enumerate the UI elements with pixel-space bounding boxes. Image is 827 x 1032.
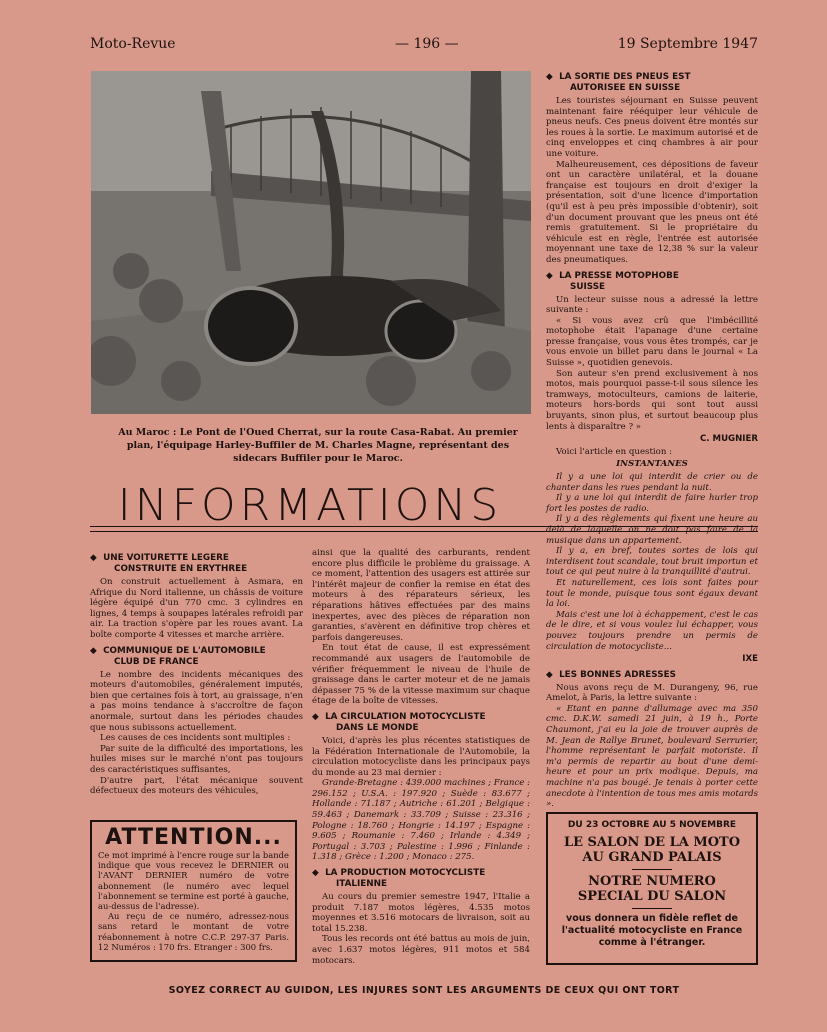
column-1	[90, 548, 303, 797]
paragraph: ainsi que la qualité des carburants, rendent encore plus difficile le problème du graissage. A ce moment, l'attention des usagers est attirée sur l'intérêt majeur de confier la remise en état des moteurs à des réparateurs sérieux, les réparations hâtives effectuées par des mains inexpertes, avec des pièces de réparation non garanties, s'avèrent en définitive trop chères et parfois dangereuses.	[312, 548, 530, 643]
running-header-left: Moto-Revue	[90, 36, 176, 52]
quoted-paragraph: Il y a une loi qui interdit de crier ou de chanter dans les rues pendant la nuit.	[546, 472, 758, 493]
divider	[632, 908, 672, 909]
diamond-bullet-icon: ◆	[312, 711, 319, 722]
article-heading: ◆ UNE VOITURETTE LEGERE CONSTRUITE EN ERYTHREE	[90, 553, 248, 574]
paragraph: Voici, d'après les plus récentes statistiques de la Fédération Internationale de l'Automobile, la circulation motocycliste dans les principaux pays du monde au 23 mai dernier :	[312, 735, 530, 778]
paragraph: D'autre part, l'état mécanique souvent défectueux des moteurs des véhicules,	[90, 775, 303, 797]
page-number: — 196 —	[395, 36, 459, 52]
paragraph: Les causes de ces incidents sont multiples :	[100, 733, 291, 744]
attention-text: Au reçu de ce numéro, adressez-nous sans retard le montant de votre réabonnement à notre C.C.P. 297-37 Paris. 12 Numéros : 170 frs. Etranger : 300 frs.	[98, 911, 289, 952]
quoted-paragraph: Il y a des règlements qui fixent une heure au delà de laquelle on ne doit pas faire de la musique dans un appartement.	[546, 514, 758, 546]
attention-title: ATTENTION...	[105, 825, 282, 850]
paragraph: En tout état de cause, il est expressément recommandé aux usagers de l'automobile de vérifier fréquemment le niveau de l'huile de graissage dans le carter moteur et de ne jamais dépasser 75 % de la vitesse maximum sur chaque étage de la boîte de vitesses.	[312, 643, 530, 707]
paragraph: Malheureusement, ces dépositions de faveur ont un caractère unilatéral, et la douane française est toujours en droit d'exiger la présentation, soit d'une licence d'importation (qu'il est à peu près impossible d'obtenir), soit d'un document prouvant que les pneus ont été remis gratuitement. Si le propriétaire du véhicule est en règle, l'entrée est autorisée moyennant une taxe de 12,38 % sur la valeur des pneumatiques.	[546, 159, 758, 265]
section-title: INFORMATIONS	[117, 480, 503, 531]
article-heading: ◆ LES BONNES ADRESSES	[546, 669, 676, 680]
salon-title: LE SALON DE LA MOTO AU GRAND PALAIS	[563, 835, 741, 865]
diamond-bullet-icon: ◆	[546, 270, 553, 281]
diamond-bullet-icon: ◆	[90, 553, 97, 563]
photo-caption: Au Maroc : Le Pont de l'Oued Cherrat, sur la route Casa-Rabat. Au premier plan, l'équipage Harley-Buffiler de M. Charles Magne, représentant des sidecars Buffiler pour le Maroc.	[118, 427, 518, 464]
paragraph: Un lecteur suisse nous a adressé la lettre suivante :	[546, 294, 758, 316]
article-heading: ◆ LA CIRCULATION MOTOCYCLISTE DANS LE MONDE	[312, 711, 486, 733]
quoted-paragraph: Il y a, en bref, toutes sortes de lois qui interdisent tout scandale, tout bruit importun et tout ce qui peut nuire à la tranquillité d'autrui.	[546, 546, 758, 578]
diamond-bullet-icon: ◆	[312, 868, 319, 879]
paragraph: Son auteur s'en prend exclusivement à nos motos, mais pourquoi passe-t-il sous silence les tramways, motoculteurs, camions de laiterie, moteurs hors-bords qui sont tout aussi bruyants, sinon plus, et surtout beaucoup plus lents à disparaître ? »	[546, 368, 758, 432]
statistics-list: Grande-Bretagne : 439.000 machines ; France : 296.152 ; U.S.A. : 197.920 ; Suède : 83.677 ; Hollande : 71.187 ; Autriche : 61.201 ; Belgique : 59.463 ; Danemark : 33.709 ; Suisse : 23.316 ; Pologne : 18.760 ; Hongrie : 14.197 ; Espagne : 9.605 ; Roumanie : 7.460 ; Irlande : 4.349 ; Portugal : 3.703 ; Palestine : 1.996 ; Finlande : 1.318 ; Grèce : 1.200 ; Monaco : 275.	[312, 778, 530, 863]
attention-box	[90, 820, 297, 962]
paragraph: Au cours du premier semestre 1947, l'Italie a produit 7.187 motos légères, 4.535 motos moyennes et 3.516 motocars de livraison, soit au total 15.238.	[312, 892, 530, 934]
paragraph: On construit actuellement à Asmara, en Afrique du Nord italienne, un châssis de voiture légère équipé d'un 770 cmc. 3 cylindres en lignes, 4 temps à soupapes latérales refroidi par air. La traction s'opère par les roues avant. La boîte comporte 4 vitesses et marche arrière.	[90, 577, 303, 640]
article-heading: ◆ LA SORTIE DES PNEUS EST AUTORISEE EN SUISSE	[546, 72, 691, 93]
diamond-bullet-icon: ◆	[546, 669, 553, 680]
quoted-article-title: INSTANTANES	[616, 459, 688, 470]
article-heading: ◆ LA PRODUCTION MOTOCYCLISTE ITALIENNE	[312, 868, 486, 890]
paragraph: Tous les records ont été battus au mois de juin, avec 1.637 motos légères, 911 motos et 584 motocars.	[312, 934, 530, 966]
quoted-paragraph: Mais c'est une loi à échappement, c'est le cas de le dire, et si vous voulez lui échapper, vous pouvez toujours prendre un permis de circulation de motocycliste...	[546, 609, 758, 652]
quoted-paragraph: Et naturellement, ces lois sont faites pour tout le monde, puisque tous sont égaux devant la loi.	[546, 577, 758, 610]
special-issue-text: vous donnera un fidèle reflet de l'actualité motocycliste en France comme à l'étranger.	[561, 913, 743, 948]
paragraph: Voici l'article en question :	[556, 446, 672, 457]
attention-text: Ce mot imprimé à l'encre rouge sur la bande indique que vous recevez le DERNIER ou l'AVANT DERNIER numéro de votre abonnement (le numéro avec lequel l'abonnement se termine est porté à gauche, au-dessus de l'adresse).	[98, 850, 289, 912]
footer-slogan: SOYEZ CORRECT AU GUIDON, LES INJURES SONT LES ARGUMENTS DE CEUX QUI ONT TORT	[168, 985, 680, 996]
signature: IXE	[742, 654, 758, 665]
paragraph: Par suite de la difficulté des importations, les huiles mises sur le marché n'ont pas toujours des caractéristiques suffisantes,	[90, 743, 303, 775]
quoted-paragraph: « Etant en panne d'allumage avec ma 350 cmc. D.K.W. samedi 21 juin, à 19 h., Porte Chaumont, j'ai eu la joie de trouver auprès de M. Jean de Rallye Brunet, boulevard Serrurier, l'homme représentant le parfait motoriste. Il m'a permis de repartir au bout d'une demi-heure et pour un prix modique. Depuis, ma machine n'a pas bougé. Je tenais à porter cette anecdote à l'intention de tous mes amis motards ».	[546, 703, 758, 810]
photo-bridge-sidecar	[91, 71, 531, 414]
issue-date: 19 Septembre 1947	[617, 36, 758, 52]
paragraph: « Si vous avez crû que l'imbécillité motophobe était l'apanage d'une certaine presse française, vous vous êtes trompés, car je vous envoie un billet paru dans le journal « La Suisse », quotidien genevois.	[546, 315, 758, 369]
column-3	[546, 72, 758, 810]
signature: C. MUGNIER	[699, 434, 758, 445]
paragraph: Le nombre des incidents mécaniques des moteurs d'automobiles, généralement imputés, bien que certaines fois à tort, au graissage, n'en a pas moins tendance à s'accroître de façon anormale, surtout dans les périodes chaudes que nous subissons actuellement.	[90, 669, 303, 733]
diamond-bullet-icon: ◆	[546, 72, 553, 82]
column-2	[312, 548, 530, 966]
paragraph: Nous avons reçu de M. Durangeny, 96, rue Amelot, à Paris, la lettre suivante :	[546, 682, 758, 704]
article-heading: ◆ LA PRESSE MOTOPHOBE SUISSE	[546, 270, 679, 292]
divider	[632, 869, 672, 870]
salon-box	[546, 812, 758, 965]
paragraph: Les touristes séjournant en Suisse peuvent maintenant faire rééquiper leur véhicule de pneus neufs. Ces pneus doivent être montés sur les roues à la sortie. Le maximum autorisé et de cinq enveloppes et cinq chambres à air pour une voiture.	[546, 96, 758, 159]
article-heading: ◆ COMMUNIQUE DE L'AUTOMOBILE CLUB DE FRANCE	[90, 645, 266, 667]
salon-dates: DU 23 OCTOBRE AU 5 NOVEMBRE	[567, 820, 737, 830]
quoted-paragraph: Il y a une loi qui interdit de faire hurler trop fort les postes de radio.	[546, 493, 758, 514]
special-issue-title: NOTRE NUMERO SPECIAL DU SALON	[577, 874, 727, 904]
diamond-bullet-icon: ◆	[90, 645, 97, 656]
